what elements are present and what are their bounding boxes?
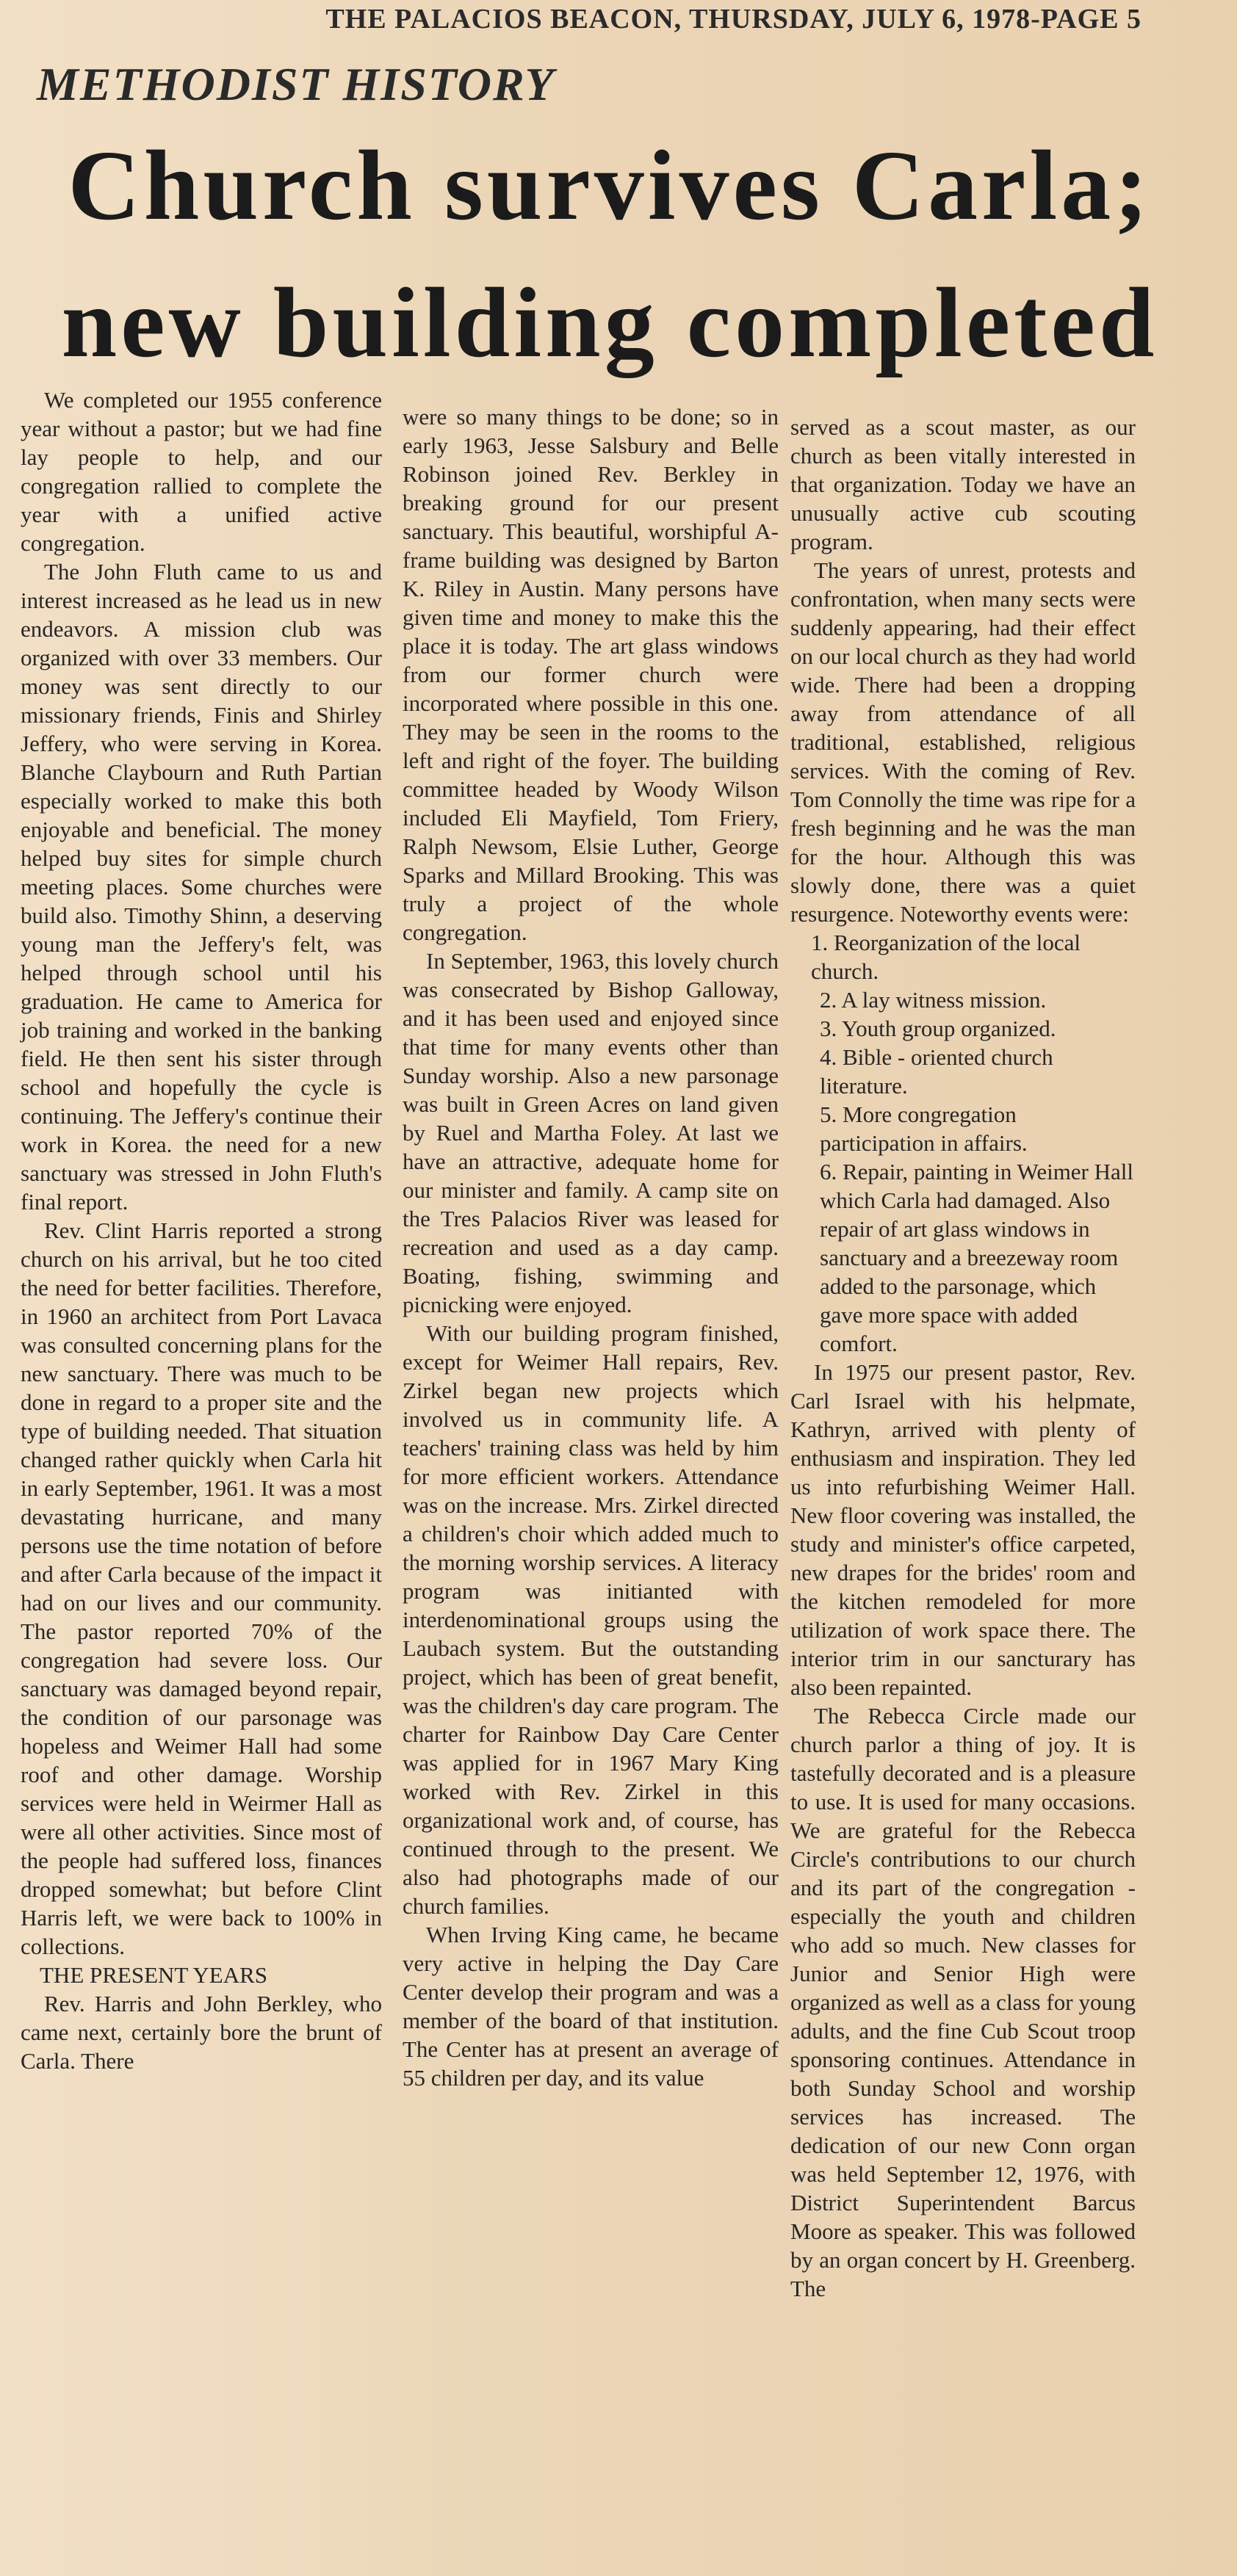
article-column-1 — [21, 386, 382, 2075]
list-item: 6. Repair, painting in Weimer Hall which Carla had damaged. Also repair of art glass windows in sanctuary and a breezeway room added to the parsonage, which gave more space with added comfort. — [820, 1159, 1134, 1356]
list-item: 5. More congregation participation in affairs. — [820, 1101, 1028, 1156]
masthead: THE PALACIOS BEACON, THURSDAY, JULY 6, 1978-PAGE 5 — [325, 4, 1142, 35]
subheading: THE PRESENT YEARS — [40, 1962, 268, 1988]
headline-line-1: Church survives Carla; — [68, 131, 1152, 241]
paragraph: In September, 1963, this lovely church was consecrated by Bishop Galloway, and it has been used and enjoyed since that time for many events other than Sunday worship. Also a new parsonage was built in Green Acres on land given by Ruel and Martha Foley. At last we have an attractive, adequate home for our minister and family. A camp site on the Tres Palacios River was leased for recreation and used as a day camp. Boating, fishing, swimming and picnicking were enjoyed. — [403, 948, 779, 1317]
list-item: 1. Reorganization of the local church. — [811, 930, 1081, 984]
paragraph: We completed our 1955 conference year without a pastor; but we had fine lay people to help, and our congregation rallied to complete the year with a unified active congregation. — [21, 387, 382, 556]
section-kicker: METHODIST HISTORY — [37, 58, 555, 110]
paragraph: The John Fluth came to us and interest increased as he lead us in new endeavors. A mission club was organized with over 33 members. Our money was sent directly to our missionary friends, Finis and Shirley Jeffery, who were serving in Korea. Blanche Claybourn and Ruth Partian especially worked to make this both enjoyable and beneficial. The money helped buy sites for simple church meeting places. Some churches were build also. Timothy Shinn, a deserving young man the Jeffery's felt, was helped through school until his graduation. He came to America for job training and worked in the banking field. He then sent his sister through school and hopefully the cycle is continuing. The Jeffery's continue their work in Korea. the need for a new sanctuary was stressed in John Fluth's final report. — [21, 559, 382, 1215]
paragraph: were so many things to be done; so in early 1963, Jesse Salsbury and Belle Robinson joined Rev. Berkley in breaking ground for our present sanctuary. This beautiful, worshipful A-frame building was designed by Barton K. Riley in Austin. Many persons have given time and money to make this the place it is today. The art glass windows from our former church were incorporated where possible in this one. They may be seen in the rooms to the left and right of the foyer. The building committee headed by Woody Wilson included Eli Mayfield, Tom Friery, Ralph Newsom, Elsie Luther, George Sparks and Millard Brooking. This was truly a project of the whole congregation. — [403, 404, 779, 945]
paragraph: served as a scout master, as our church as been vitally interested in that organization. Today we have an unusually active cub scouting program. — [790, 414, 1136, 554]
list-item: 2. A lay witness mission. — [820, 987, 1047, 1013]
paragraph: The years of unrest, protests and confrontation, when many sects were suddenly appearing, had their effect on our local church as they had world wide. There had been a dropping away from attendance of all traditional, established, religious services. With the coming of Rev. Tom Connolly the time was ripe for a fresh beginning and he was the man for the hour. Although this was slowly done, there was a quiet resurgence. Noteworthy events were: — [790, 557, 1136, 927]
paragraph: The Rebecca Circle made our church parlor a thing of joy. It is tastefully decorated and is a pleasure to use. It is used for many occasions. We are grateful for the Rebecca Circle's contributions to our church and its part of the congregation - especially the youth and children who add so much. New classes for Junior and Senior High were organized as well as a class for young adults, and the fine Cub Scout troop sponsoring continues. Attendance in both Sunday School and worship services has increased. The dedication of our new Conn organ was held September 12, 1976, with District Superintendent Barcus Moore as speaker. This was followed by an organ concert by H. Greenberg. The — [790, 1703, 1136, 2301]
article-column-2 — [403, 402, 779, 2092]
paragraph: Rev. Harris and John Berkley, who came next, certainly bore the brunt of Carla. There — [21, 1991, 382, 2074]
paragraph: When Irving King came, he became very active in helping the Day Care Center develop their program and was a member of the board of that institution. The Center has at present an average of 55 children per day, and its value — [403, 1922, 779, 2091]
list-item: 3. Youth group organized. — [820, 1016, 1056, 1041]
list-item: 4. Bible - oriented church literature. — [820, 1044, 1053, 1099]
paragraph: Rev. Clint Harris reported a strong church on his arrival, but he too cited the need for better facilities. Therefore, in 1960 an architect from Port Lavaca was consulted concerning plans for the new sanctuary. There was much to be done in regard to a proper site and the type of building needed. That situation changed rather quickly when Carla hit in early September, 1961. It was a most devastating hurricane, and many persons use the time notation of before and after Carla because of the impact it had on our lives and our community. The pastor reported 70% of the congregation had severe loss. Our sanctuary was damaged beyond repair, the condition of our parsonage was hopeless and Weimer Hall had some roof and other damage. Worship services were held in Weirmer Hall as were all other activities. Since most of the people had suffered loss, finances dropped somewhat; but before Clint Harris left, we were back to 100% in collections. — [21, 1218, 382, 1959]
paragraph: With our building program finished, except for Weimer Hall repairs, Rev. Zirkel began new projects which involved us in community life. A teachers' training class was held by him for more efficient workers. Attendance was on the increase. Mrs. Zirkel directed a children's choir which added much to the morning worship services. A literacy program was initianted with interdenominational groups using the Laubach system. But the outstanding project, which has been of great benefit, was the children's day care program. The charter for Rainbow Day Care Center was applied for in 1967 Mary King worked with Rev. Zirkel in this organizational work and, of course, has continued through to the present. We also had photographs made of our church families. — [403, 1320, 779, 1919]
paragraph: In 1975 our present pastor, Rev. Carl Israel with his helpmate, Kathryn, arrived with plenty of enthusiasm and inspiration. They led us into refurbishing Weimer Hall. New floor covering was installed, the study and minister's office carpeted, new drapes for the brides' room and the kitchen remodeled for more utilization of work space there. The interior trim in our sancturary has also been repainted. — [790, 1359, 1136, 1700]
headline-line-2: new building completed — [61, 268, 1158, 378]
article-column-3 — [790, 413, 1136, 2303]
